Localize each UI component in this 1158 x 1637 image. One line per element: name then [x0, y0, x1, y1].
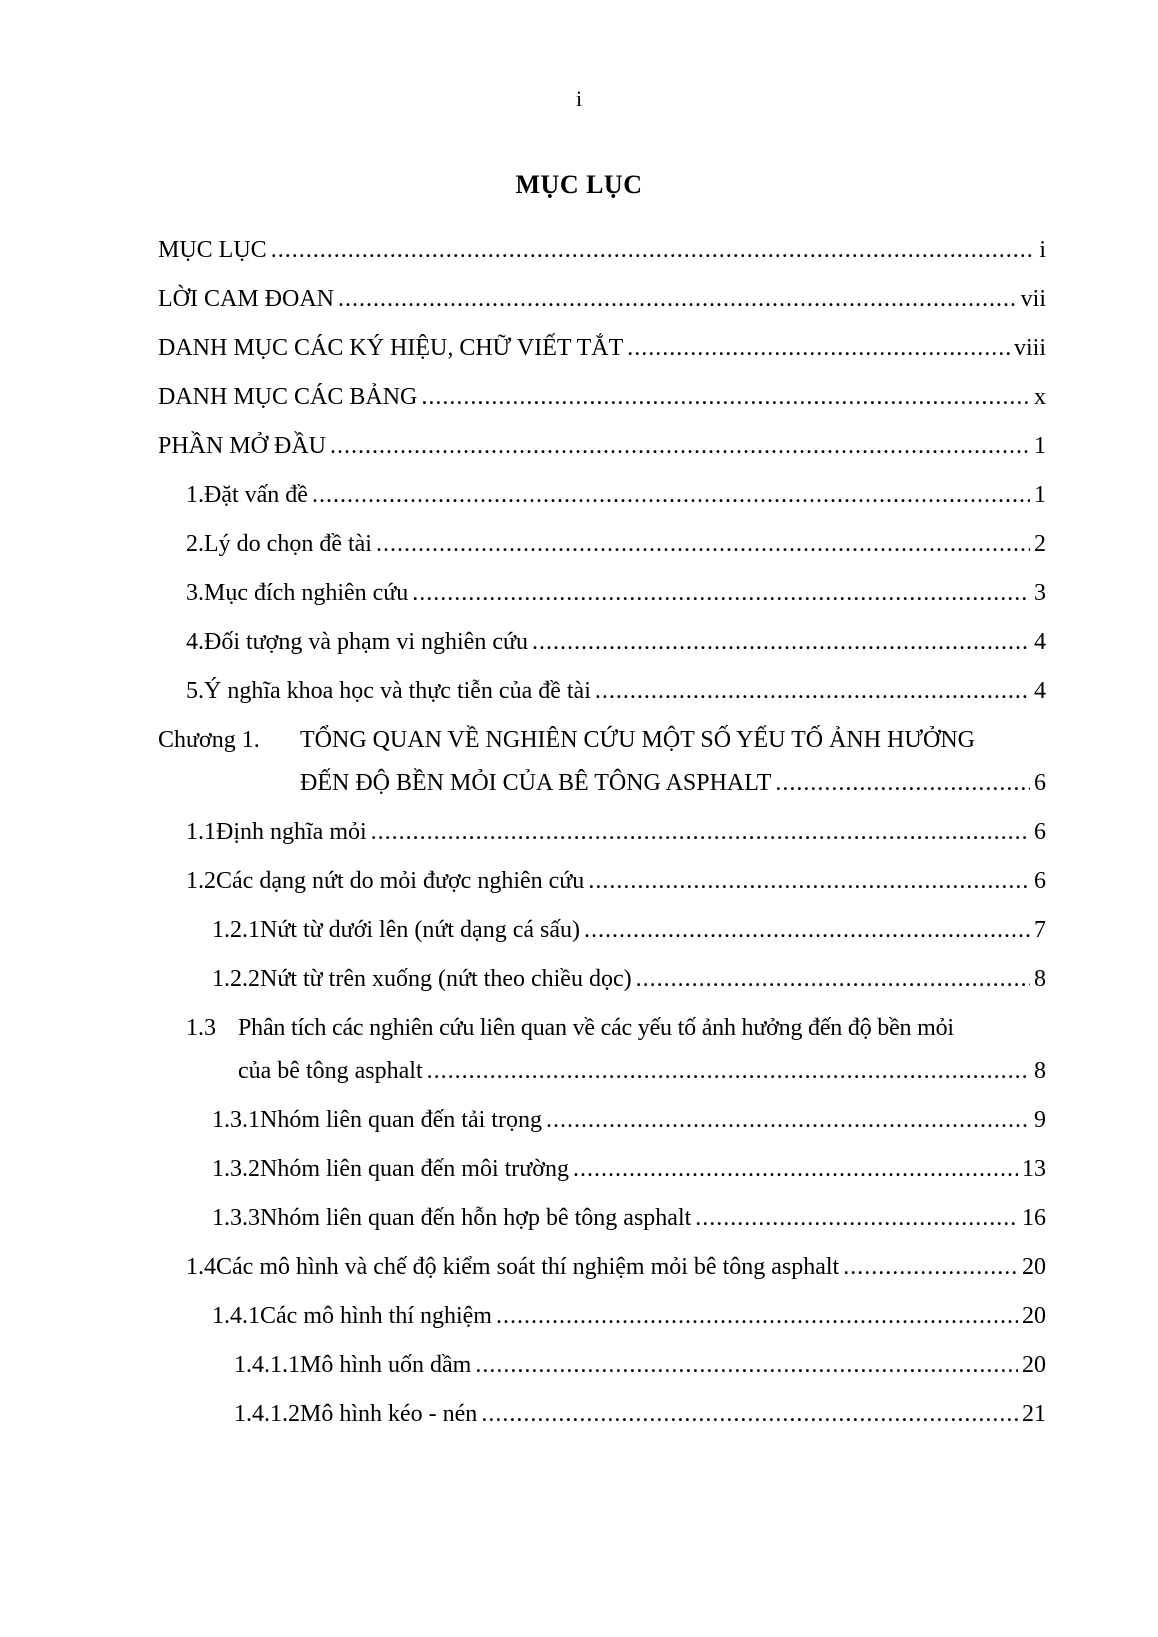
toc-entry-text: Nứt từ dưới lên (nứt dạng cá sấu): [260, 917, 580, 943]
toc-leader-dots: [412, 577, 1030, 609]
toc-entry-page: 1: [1034, 482, 1046, 508]
toc-entry-number: 4.: [186, 629, 204, 655]
toc-entry-number: 1.4.1.1: [234, 1352, 300, 1378]
toc-entry-page: vii: [1020, 286, 1046, 312]
toc-entry-loi-cam-doan[interactable]: [158, 283, 1046, 315]
toc-entry-text: Mục đích nghiên cứu: [204, 580, 409, 606]
toc-leader-dots: [546, 1104, 1030, 1136]
toc-entry-1[interactable]: [186, 479, 1046, 511]
toc-entry-number: 1.3.1: [212, 1107, 260, 1133]
toc-entry-1-3[interactable]: [186, 1012, 954, 1044]
toc-entry-number: 1.4.1: [212, 1303, 260, 1329]
page-title: MỤC LỤC: [515, 170, 643, 199]
toc-leader-dots: [271, 234, 1036, 266]
toc-entry-number: 5.: [186, 678, 204, 704]
toc-leader-dots: [427, 1055, 1030, 1087]
toc-entry-text: Các mô hình và chế độ kiểm soát thí nghiệm mỏi bê tông asphalt: [216, 1254, 840, 1280]
toc-entry-4[interactable]: [186, 626, 1046, 658]
toc-entry-1-2[interactable]: [186, 865, 1046, 897]
toc-leader-dots: [636, 963, 1030, 995]
toc-entry-page: 4: [1034, 678, 1046, 704]
toc-entry-page: 8: [1034, 1058, 1046, 1084]
toc-entry-number: 1.3: [186, 1015, 216, 1041]
toc-entry-number: Chương 1.: [158, 727, 260, 753]
toc-entry-page: 20: [1022, 1303, 1046, 1329]
toc-entry-3[interactable]: [186, 577, 1046, 609]
toc-entry-text: Các dạng nứt do mỏi được nghiên cứu: [216, 868, 585, 894]
toc-entry-danh-muc-bang[interactable]: [158, 381, 1046, 413]
toc-entry-muc-luc[interactable]: [158, 234, 1046, 266]
toc-leader-dots: [843, 1251, 1018, 1283]
toc-entry-ky-hieu[interactable]: [158, 332, 1046, 364]
toc-entry-page: 8: [1034, 966, 1046, 992]
toc-entry-page: 4: [1034, 629, 1046, 655]
toc-entry-page: 13: [1022, 1156, 1046, 1182]
toc-leader-dots: [330, 430, 1030, 462]
toc-entry-1-4-1[interactable]: [212, 1300, 1046, 1332]
toc-entry-page: 9: [1034, 1107, 1046, 1133]
toc-entry-1-3-1[interactable]: [212, 1104, 1046, 1136]
toc-entry-text: Định nghĩa mỏi: [216, 819, 367, 845]
toc-entry-1-2-1[interactable]: [212, 914, 1046, 946]
toc-entry-text-continued: ĐẾN ĐỘ BỀN MỎI CỦA BÊ TÔNG ASPHALT: [300, 770, 772, 796]
toc-entry-number: 1.: [186, 482, 204, 508]
toc-entry-text: MỤC LỤC: [158, 237, 267, 263]
toc-entry-1-4-1-1[interactable]: [234, 1349, 1046, 1381]
toc-entry-chuong-1-cont[interactable]: [300, 767, 1046, 799]
toc-entry-text-continued: của bê tông asphalt: [238, 1058, 423, 1084]
toc-entry-1-4-1-2[interactable]: [234, 1398, 1046, 1430]
toc-entry-1-3-2[interactable]: [212, 1153, 1046, 1185]
toc-entry-page: i: [1039, 237, 1046, 263]
toc-leader-dots: [584, 914, 1030, 946]
page-number: i: [575, 86, 583, 111]
toc-entry-page: 6: [1034, 868, 1046, 894]
toc-leader-dots: [588, 865, 1030, 897]
toc-leader-dots: [695, 1202, 1018, 1234]
toc-entry-1-2-2[interactable]: [212, 963, 1046, 995]
toc-leader-dots: [421, 381, 1030, 413]
toc-leader-dots: [595, 675, 1030, 707]
toc-entry-number: 1.4: [186, 1254, 216, 1280]
toc-entry-number: 1.3.3: [212, 1205, 260, 1231]
toc-entry-text: Lý do chọn đề tài: [204, 531, 372, 557]
toc-leader-dots: [573, 1153, 1018, 1185]
toc-entry-number: 1.2: [186, 868, 216, 894]
toc-entry-page: 21: [1022, 1401, 1046, 1427]
toc-entry-text: Đặt vấn đề: [204, 482, 308, 508]
toc-entry-number: 2.: [186, 531, 204, 557]
toc-entry-phan-mo-dau[interactable]: [158, 430, 1046, 462]
toc-leader-dots: [376, 528, 1030, 560]
toc-entry-page: 6: [1034, 819, 1046, 845]
toc-entry-page: 16: [1022, 1205, 1046, 1231]
toc-entry-text: Các mô hình thí nghiệm: [260, 1303, 492, 1329]
toc-entry-text: Mô hình kéo - nén: [300, 1401, 478, 1427]
toc-leader-dots: [481, 1398, 1018, 1430]
toc-leader-dots: [475, 1349, 1018, 1381]
toc-leader-dots: [312, 479, 1030, 511]
toc-entry-text: Nhóm liên quan đến hỗn hợp bê tông asphalt: [260, 1205, 692, 1231]
toc-entry-page: 7: [1034, 917, 1046, 943]
toc-entry-number: 1.3.2: [212, 1156, 260, 1182]
toc-entry-number: 3.: [186, 580, 204, 606]
toc-entry-text: Đối tượng và phạm vi nghiên cứu: [204, 629, 528, 655]
toc-entry-chuong-1[interactable]: [158, 724, 975, 756]
toc-entry-page: x: [1034, 384, 1046, 410]
toc-entry-1-3-cont[interactable]: [238, 1055, 1046, 1087]
toc-entry-text: DANH MỤC CÁC KÝ HIỆU, CHỮ VIẾT TẮT: [158, 335, 624, 361]
toc-entry-page: 6: [1034, 770, 1046, 796]
toc-leader-dots: [532, 626, 1030, 658]
toc-entry-number: 1.1: [186, 819, 216, 845]
toc-entry-text: DANH MỤC CÁC BẢNG: [158, 384, 418, 410]
toc-entry-number: 1.4.1.2: [234, 1401, 300, 1427]
toc-entry-5[interactable]: [186, 675, 1046, 707]
toc-entry-text: Ý nghĩa khoa học và thực tiễn của đề tài: [204, 678, 591, 704]
toc-entry-1-3-3[interactable]: [212, 1202, 1046, 1234]
toc-entry-page: 20: [1022, 1254, 1046, 1280]
toc-entry-page: 3: [1034, 580, 1046, 606]
toc-entry-1-1[interactable]: [186, 816, 1046, 848]
toc-entry-text: Nứt từ trên xuống (nứt theo chiều dọc): [260, 966, 632, 992]
toc-entry-2[interactable]: [186, 528, 1046, 560]
toc-leader-dots: [496, 1300, 1018, 1332]
toc-leader-dots: [338, 283, 1017, 315]
toc-entry-text: Mô hình uốn dầm: [300, 1352, 472, 1378]
toc-entry-text: Phân tích các nghiên cứu liên quan về các yếu tố ảnh hưởng đến độ bền mỏi: [238, 1015, 954, 1041]
toc-entry-number: 1.2.1: [212, 917, 260, 943]
toc-leader-dots: [775, 767, 1030, 799]
toc-entry-page: 20: [1022, 1352, 1046, 1378]
toc-entry-text: PHẦN MỞ ĐẦU: [158, 433, 327, 459]
toc-entry-page: viii: [1013, 335, 1046, 361]
toc-entry-number: 1.2.2: [212, 966, 260, 992]
toc-leader-dots: [371, 816, 1030, 848]
toc-entry-text: TỔNG QUAN VỀ NGHIÊN CỨU MỘT SỐ YẾU TỐ ẢNH HƯỞNG: [300, 727, 975, 753]
toc-entry-text: LỜI CAM ĐOAN: [158, 286, 334, 312]
toc-entry-1-4[interactable]: [186, 1251, 1046, 1283]
toc-entry-page: 2: [1034, 531, 1046, 557]
toc-entry-text: Nhóm liên quan đến tải trọng: [260, 1107, 542, 1133]
toc-entry-text: Nhóm liên quan đến môi trường: [260, 1156, 569, 1182]
toc-leader-dots: [627, 332, 1010, 364]
toc-entry-page: 1: [1034, 433, 1046, 459]
